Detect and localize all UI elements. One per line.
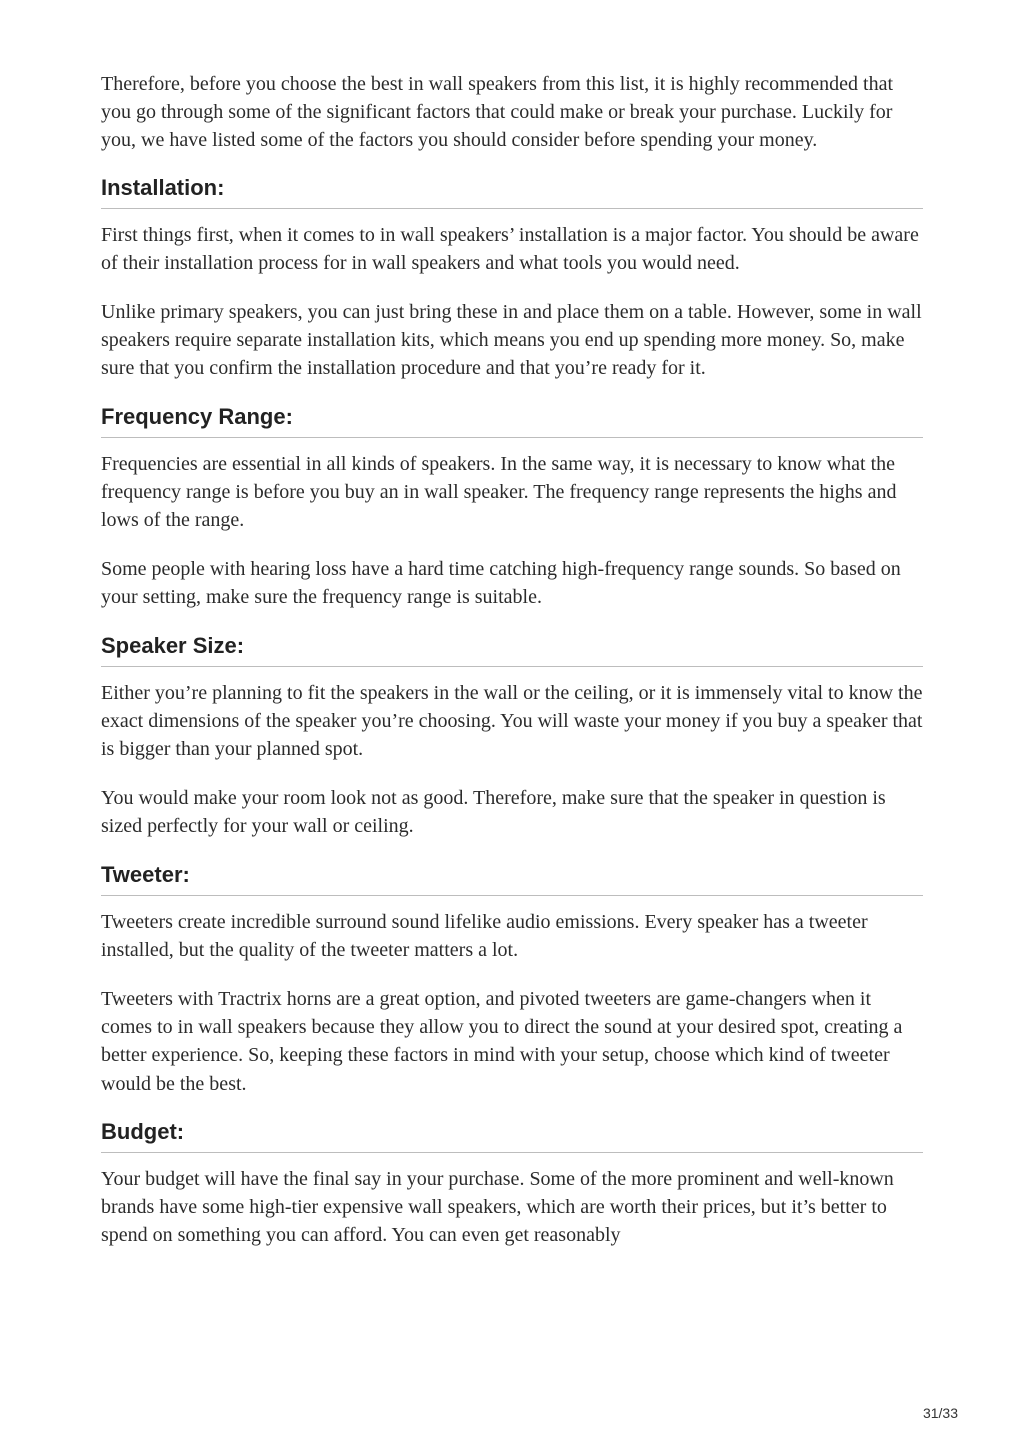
- tweeter-paragraph-1: Tweeters create incredible surround sound lifelike audio emissions. Every speaker has a tweeter installed, but the quality of the tweeter matters a lot.: [101, 910, 868, 961]
- page-number: 31/33: [922, 1405, 958, 1421]
- section-speaker-size: [101, 633, 923, 841]
- section-heading-tweeter: Tweeter:: [101, 862, 923, 896]
- installation-paragraph-2: Unlike primary speakers, you can just bring these in and place them on a table. However, some in wall speakers require separate installation kits, which means you end up spending more money. So, make sure that you confirm the installation procedure and that you’re ready for it.: [101, 301, 922, 380]
- intro-paragraph: Therefore, before you choose the best in wall speakers from this list, it is highly recommended that you go through some of the significant factors that could make or break your purchase. Luckily for you, we have listed some of the factors you should consider before spending your money.: [101, 73, 894, 152]
- speaker-size-paragraph-2: You would make your room look not as good. Therefore, make sure that the speaker in question is sized perfectly for your wall or ceiling.: [101, 787, 886, 838]
- section-frequency-range: [101, 404, 923, 612]
- section-tweeter: [101, 862, 923, 1098]
- section-heading-frequency-range: Frequency Range:: [101, 404, 923, 438]
- speaker-size-paragraph-1: Either you’re planning to fit the speakers in the wall or the ceiling, or it is immensely vital to know the exact dimensions of the speaker you’re choosing. You will waste your money if you buy a speaker that is bigger than your planned spot.: [101, 681, 923, 761]
- budget-paragraph-1: Your budget will have the final say in your purchase. Some of the more prominent and well-known brands have some high-tier expensive wall speakers, which are worth their prices, but it’s better to spend on something you can afford. You can even get reasonably: [101, 1167, 894, 1247]
- section-installation: [101, 175, 923, 383]
- section-heading-installation: Installation:: [101, 175, 923, 209]
- installation-paragraph-1: First things first, when it comes to in wall speakers’ installation is a major factor. You should be aware of their installation process for in wall speakers and what tools you would need.: [101, 223, 919, 274]
- frequency-paragraph-1: Frequencies are essential in all kinds of speakers. In the same way, it is necessary to know what the frequency range is before you buy an in wall speaker. The frequency range represents the highs and lows of the range.: [101, 452, 897, 532]
- section-heading-speaker-size: Speaker Size:: [101, 633, 923, 667]
- section-heading-budget: Budget:: [101, 1119, 923, 1153]
- tweeter-paragraph-2: Tweeters with Tractrix horns are a great option, and pivoted tweeters are game-changers when it comes to in wall speakers because they allow you to direct the sound at your desired spot, creating a better experience. So, keeping these factors in mind with your setup, choose which kind of tweeter would be the best.: [101, 988, 903, 1095]
- section-budget: [101, 1119, 923, 1250]
- document-page: [101, 70, 923, 1270]
- frequency-paragraph-2: Some people with hearing loss have a hard time catching high-frequency range sounds. So based on your setting, make sure the frequency range is suitable.: [101, 558, 901, 609]
